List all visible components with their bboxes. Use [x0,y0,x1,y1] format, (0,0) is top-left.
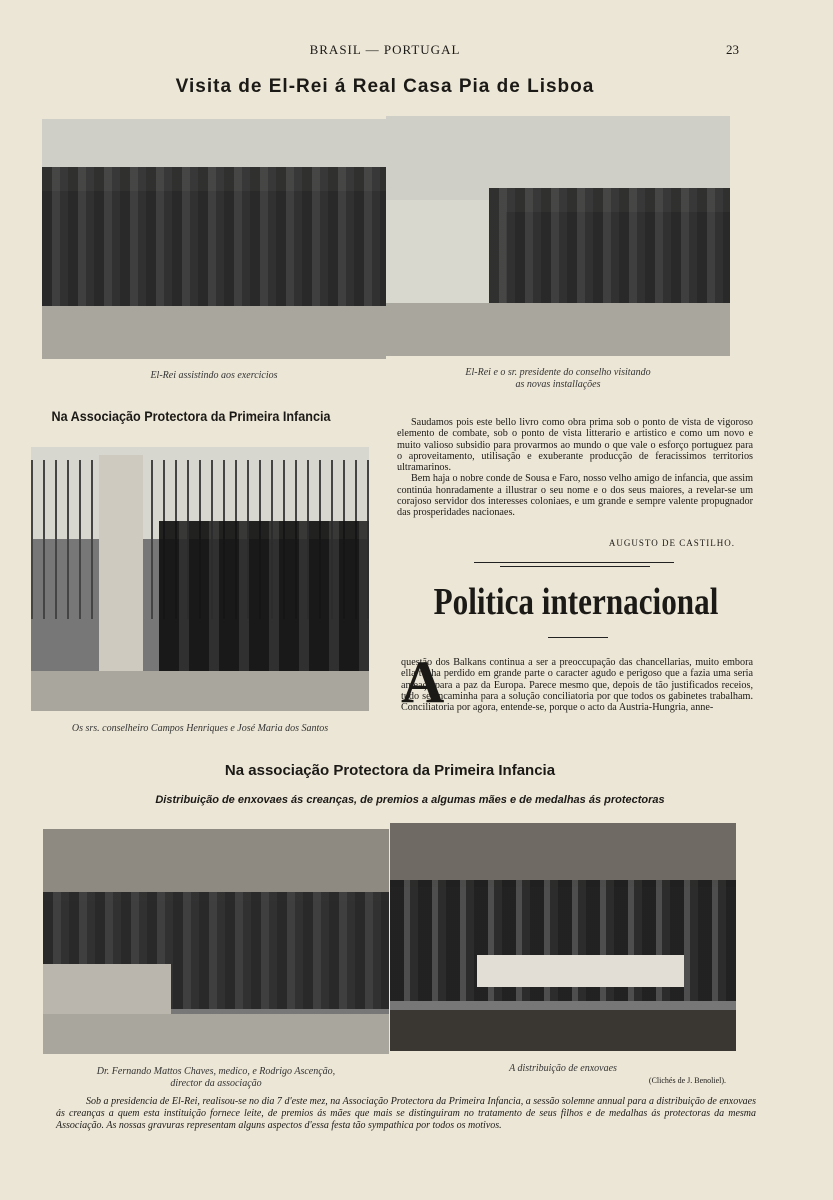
page-number: 23 [726,42,739,57]
photo-mattos-chaves [43,829,389,1054]
page-title: Visita de El-Rei á Real Casa Pia de Lisboa [175,76,595,97]
bottom-paragraph: Sob a presidencia de El-Rei, realisou-se no dia 7 d'este mez, na Associação Protectora da Primeira Infancia, a sessão solemne annual para a distribuição de enxovaes ás creanças a quem esta instituição fornece leite, de premios ás mães que mais se distinguiram no tratamento de seus filhos e de medalhas ás protectoras da mesma Associação. As nossas gravuras representam alguns aspectos d'essa festa tão sympathica por todos os motivos. [56,1096,756,1131]
divider-rule [474,562,674,563]
article-paragraph-1: Saudamos pois este bello livro como obra prima sob o ponto de vista de vigoroso elemento de combate, sob o ponto de vista litterario e artistico e como um novo e muito valioso subsidio para provarmos ao mundo o que vale o esforço portuguez para o aproveitamento, utilisação e exuberante producção de feracissimos territorios ultramarinos. [397,417,753,474]
politica-title: Politica internacional [433,581,719,623]
politica-text [401,657,753,713]
caption-top-right-1: El-Rei e o sr. presidente do conselho visitando [465,367,651,378]
running-head: BRASIL — PORTUGAL [309,42,461,57]
caption-top-left: El-Rei assistindo aos exercicios [150,370,278,381]
left-section-heading: Na Associação Protectora da Primeira Infancia [51,408,331,424]
dropcap-letter: A [401,649,445,715]
bottom-section-heading: Na associação Protectora da Primeira Infancia [224,762,556,779]
caption-bottom-left-1: Dr. Fernando Mattos Chaves, medico, e Rodrigo Ascenção, [96,1066,336,1077]
divider-rule-2 [500,566,650,567]
caption-top-right-2: as novas installações [515,379,601,390]
politica-paragraph: questão dos Balkans continua a ser a preoccupação das chancellarias, muito embora ella tenha perdido em grande parte o caracter agudo e perigoso que a fazia uma seria ameaça para a paz da Europa. Parece mesmo que, depois de tão justificados receios, tudo se encaminha para a solução conciliatoria por que todos os gabinetes trabalham. Conciliatoria por agora, entende-se, porque o acto da Austria-Hungria, anne- [401,657,753,714]
photo-distribution-enxovaes [390,823,736,1051]
bottom-subheading: Distribuição de enxovaes ás creanças, de premios a algumas mães e de medalhas ás protectoras [155,794,665,806]
caption-bottom-left-2: director da associação [170,1078,262,1089]
caption-bottom-right: A distribuição de enxovaes [509,1063,617,1074]
article-conclusion [397,417,753,519]
article-paragraph-2: Bem haja o nobre conde de Sousa e Faro, nosso velho amigo de infancia, que assim continúa honradamente a illustrar o seu nome e o dos seus maiores, a revelar-se um corajoso servidor dos interesses coloniaes, e um grande e sempre valente propugnador das prosperidades nacionaes. [397,473,753,519]
photo-credit: (Clichés de J. Benoliel). [648,1076,726,1085]
caption-left-photo: Os srs. conselheiro Campos Henriques e José Maria dos Santos [71,723,329,734]
photo-king-visiting-installations [386,116,730,356]
article-signature: AUGUSTO DE CASTILHO. [608,538,735,548]
photo-campos-henriques [31,447,369,711]
photo-king-watching-exercises [42,119,386,359]
title-underline [548,637,608,638]
